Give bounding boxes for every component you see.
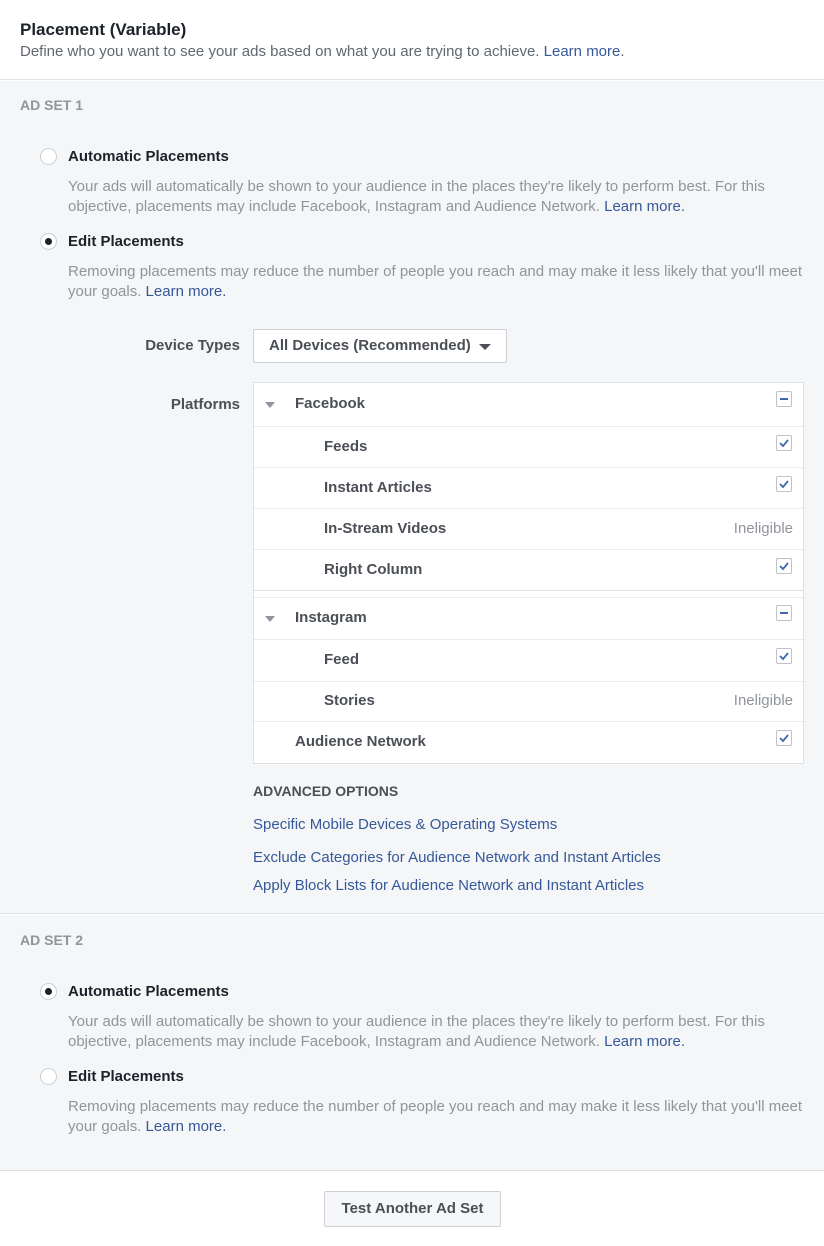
ad-set-1-edit-learn-more-link[interactable]: Learn more. — [145, 283, 227, 300]
audience-network-checkbox[interactable] — [776, 730, 792, 746]
automatic-description-text: Your ads will automatically be shown to your audience in the places they're likely to perform best. For this objective, placements may include Facebook, Instagram and Audience Network. — [68, 1013, 765, 1050]
ad-set-2-automatic-radio[interactable] — [40, 983, 57, 1000]
placement-row-instant-articles[interactable] — [254, 468, 803, 509]
instagram-indeterminate-checkbox[interactable] — [776, 605, 792, 621]
placement-instant-articles-label: Instant Articles — [324, 479, 432, 496]
radio-selected-dot — [45, 238, 52, 245]
platforms-tree — [253, 382, 804, 764]
subtitle-period: . — [620, 43, 625, 60]
ineligible-status: Ineligible — [733, 520, 793, 537]
subtitle-text: Define who you want to see your ads based on what you are trying to achieve. — [20, 43, 540, 60]
ad-set-1-automatic-radio[interactable] — [40, 148, 57, 165]
device-types-dropdown[interactable] — [253, 329, 507, 363]
placement-header — [0, 0, 824, 80]
placement-row-stories — [254, 682, 803, 722]
placement-row-right-column[interactable] — [254, 550, 803, 591]
platform-group-audience-network[interactable] — [254, 722, 803, 763]
placement-in-stream-videos-label: In-Stream Videos — [324, 520, 447, 537]
placement-row-feeds[interactable] — [254, 427, 803, 468]
ad-set-1-automatic-label[interactable]: Automatic Placements — [68, 148, 229, 165]
automatic-description-text: Your ads will automatically be shown to your audience in the places they're likely to perform best. For this objective, placements may include Facebook, Instagram and Audience Network. — [68, 178, 765, 215]
right-column-checkbox[interactable] — [776, 558, 792, 574]
placement-feed-label: Feed — [324, 651, 360, 668]
page-title: Placement (Variable) — [20, 20, 187, 39]
ad-set-2-edit-learn-more-link[interactable]: Learn more. — [145, 1118, 227, 1135]
platform-audience-network-label: Audience Network — [295, 733, 426, 750]
instant-articles-checkbox[interactable] — [776, 476, 792, 492]
device-types-label: Device Types — [145, 337, 240, 354]
ad-set-2-automatic-learn-more-link[interactable]: Learn more. — [604, 1033, 685, 1050]
block-lists-link[interactable]: Apply Block Lists for Audience Network and Instant Articles — [253, 877, 645, 894]
ad-set-1-edit-radio[interactable] — [40, 233, 57, 250]
header-learn-more-link[interactable]: Learn more — [543, 43, 621, 60]
collapse-triangle-icon[interactable] — [265, 616, 275, 622]
placement-right-column-label: Right Column — [324, 561, 423, 578]
ad-set-1-automatic-description — [68, 177, 810, 217]
placement-row-in-stream-videos — [254, 509, 803, 550]
ad-set-2-edit-description — [68, 1097, 810, 1137]
platform-group-instagram[interactable] — [254, 597, 803, 640]
ad-set-2-edit-label[interactable]: Edit Placements — [68, 1068, 184, 1085]
ad-set-2-automatic-description — [68, 1012, 810, 1052]
radio-selected-dot — [45, 988, 52, 995]
facebook-indeterminate-checkbox[interactable] — [776, 391, 792, 407]
ad-set-1-edit-description — [68, 262, 810, 302]
ad-set-1-label: AD SET 1 — [20, 97, 84, 113]
placement-feeds-label: Feeds — [324, 438, 368, 455]
test-another-ad-set-button[interactable]: Test Another Ad Set — [324, 1191, 501, 1227]
platform-instagram-label: Instagram — [295, 609, 367, 626]
feeds-checkbox[interactable] — [776, 435, 792, 451]
ad-set-1-automatic-learn-more-link[interactable]: Learn more. — [604, 198, 685, 215]
page-subtitle — [20, 43, 625, 60]
platform-facebook-label: Facebook — [295, 395, 366, 412]
advanced-options-heading: ADVANCED OPTIONS — [253, 783, 399, 799]
exclude-categories-link[interactable]: Exclude Categories for Audience Network and Instant Articles — [253, 849, 661, 866]
mobile-devices-link[interactable]: Specific Mobile Devices & Operating Systems — [253, 816, 558, 833]
platform-group-facebook[interactable] — [254, 383, 803, 427]
platforms-label: Platforms — [170, 396, 240, 413]
collapse-triangle-icon[interactable] — [265, 402, 275, 408]
placement-stories-label: Stories — [324, 692, 375, 709]
ad-set-1-edit-label[interactable]: Edit Placements — [68, 233, 184, 250]
edit-description-text: Removing placements may reduce the number of people you reach and may make it less likely that you'll meet your goals. — [68, 263, 803, 300]
feed-checkbox[interactable] — [776, 648, 792, 664]
edit-description-text: Removing placements may reduce the number of people you reach and may make it less likely that you'll meet your goals. — [68, 1098, 803, 1135]
placement-row-feed[interactable] — [254, 640, 803, 682]
ad-set-2-automatic-label[interactable]: Automatic Placements — [68, 983, 229, 1000]
device-types-value: All Devices (Recommended) — [269, 337, 471, 354]
caret-down-icon — [479, 344, 491, 350]
ad-set-2-label: AD SET 2 — [20, 932, 84, 948]
ineligible-status: Ineligible — [733, 692, 793, 709]
ad-set-2-edit-radio[interactable] — [40, 1068, 57, 1085]
